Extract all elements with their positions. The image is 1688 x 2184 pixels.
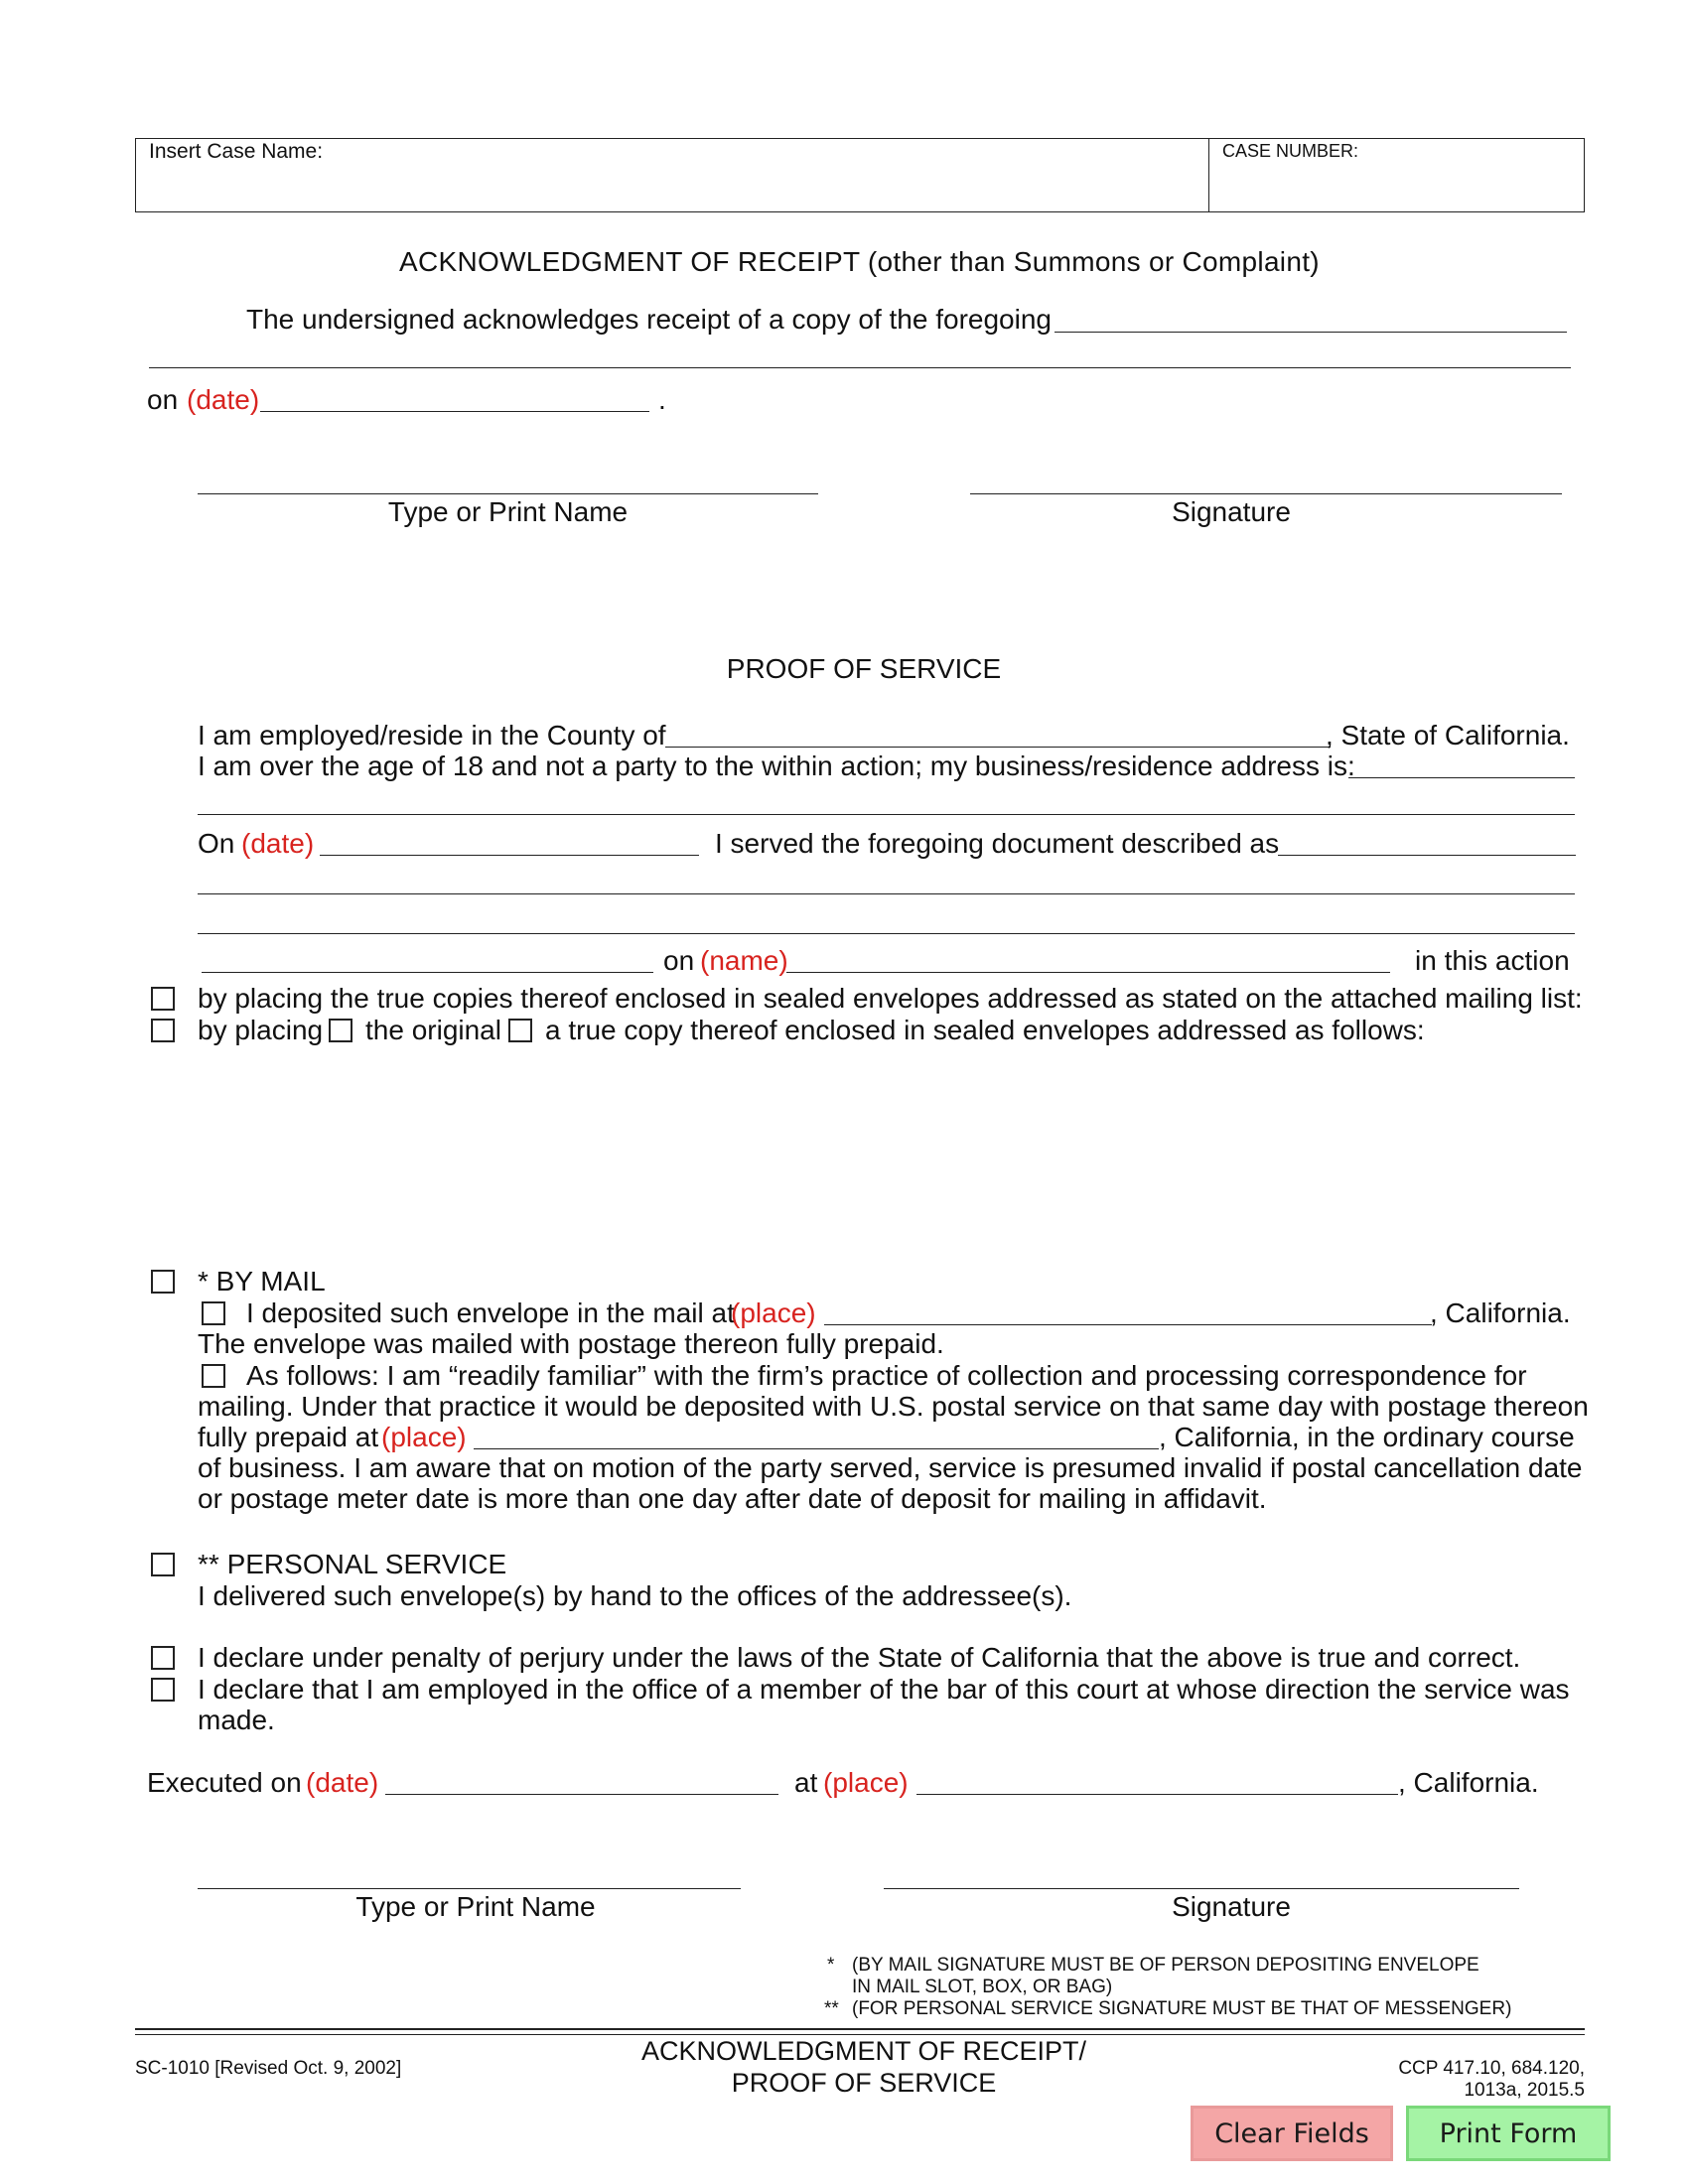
on-name-prefix: on <box>663 945 695 976</box>
prepaid-place-field[interactable] <box>474 1448 1159 1449</box>
fully-prepaid-text: fully prepaid at <box>198 1422 379 1452</box>
note-by-mail-line1: (BY MAIL SIGNATURE MUST BE OF PERSON DEPOSITING ENVELOPE <box>852 1955 1479 1976</box>
addresses-field[interactable] <box>198 1052 1575 1251</box>
note-personal-service: (FOR PERSONAL SERVICE SIGNATURE MUST BE THAT OF MESSENGER) <box>852 1998 1512 2019</box>
true-copy-checkbox[interactable] <box>508 1019 532 1042</box>
form-id: SC-1010 [Revised Oct. 9, 2002] <box>135 2058 402 2079</box>
perjury-checkbox[interactable] <box>151 1646 175 1670</box>
ordinary-course-text: , California, in the ordinary course <box>1159 1422 1575 1452</box>
as-follows-checkbox[interactable] <box>202 1364 225 1388</box>
bar-member-text: I declare that I am employed in the office of a member of the bar of this court at whose direction the service was <box>198 1674 1570 1705</box>
exec-print-name-label: Type or Print Name <box>355 1891 596 1922</box>
exec-signature-field[interactable] <box>884 1888 1519 1889</box>
exec-signature-label: Signature <box>1172 1891 1291 1922</box>
served-text: I served the foregoing document described as <box>715 828 1280 859</box>
ack-document-field[interactable] <box>1055 332 1567 333</box>
executed-date-label: (date) <box>306 1767 379 1798</box>
deposit-place-label: (place) <box>731 1297 816 1328</box>
deposited-checkbox[interactable] <box>202 1301 225 1325</box>
note-by-mail-line2: IN MAIL SLOT, BOX, OR BAG) <box>852 1977 1113 1997</box>
exec-print-name-field[interactable] <box>198 1888 741 1889</box>
served-name-label: (name) <box>700 945 788 976</box>
note-star-2: ** <box>824 1998 839 2019</box>
case-number-label: CASE NUMBER: <box>1222 141 1359 161</box>
served-date-field[interactable] <box>320 855 699 856</box>
ack-print-name-label: Type or Print Name <box>387 496 629 527</box>
deposit-place-field[interactable] <box>824 1324 1432 1325</box>
served-name-field[interactable] <box>786 972 1390 973</box>
print-form-button[interactable]: Print Form <box>1406 2106 1611 2161</box>
mailing-list-checkbox[interactable] <box>151 987 175 1011</box>
footer-title-line2: PROOF OF SERVICE <box>731 2068 997 2098</box>
served-date-label: (date) <box>241 828 315 859</box>
county-prefix: I am employed/reside in the County of <box>198 720 666 751</box>
business-text: of business. I am aware that on motion of the party served, service is presumed invalid if postal cancellation date <box>198 1452 1583 1483</box>
footer-rule-top <box>135 2028 1585 2030</box>
served-on-label: On <box>198 828 235 859</box>
as-follows-text: As follows: I am “readily familiar” with the firm’s practice of collection and processing correspondence for <box>246 1360 1527 1391</box>
bar-member-checkbox[interactable] <box>151 1678 175 1702</box>
proof-title: PROOF OF SERVICE <box>726 653 1002 684</box>
by-mail-checkbox[interactable] <box>151 1270 175 1294</box>
executed-date-field[interactable] <box>385 1794 778 1795</box>
ccp-line2: 1013a, 2015.5 <box>1464 2080 1585 2101</box>
original-text: the original <box>365 1015 501 1045</box>
ack-document-field-line2[interactable] <box>149 367 1571 368</box>
original-checkbox[interactable] <box>329 1019 352 1042</box>
county-field[interactable] <box>665 747 1331 748</box>
ack-signature-label: Signature <box>1172 496 1291 527</box>
perjury-text: I declare under penalty of perjury under the laws of the State of California that the above is true and correct. <box>198 1642 1521 1673</box>
deposit-california: , California. <box>1430 1297 1571 1328</box>
personal-service-heading: ** PERSONAL SERVICE <box>198 1549 507 1579</box>
executed-california: , California. <box>1398 1767 1539 1798</box>
county-suffix: , State of California. <box>1326 720 1570 751</box>
prepaid-place-label: (place) <box>381 1422 467 1452</box>
by-placing-checkbox[interactable] <box>151 1019 175 1042</box>
postage-meter-text: or postage meter date is more than one day after date of deposit for mailing in affidavit. <box>198 1483 1267 1514</box>
mailing-practice-text: mailing. Under that practice it would be deposited with U.S. postal service on that same day with postage thereon <box>198 1391 1589 1422</box>
ack-signature-field[interactable] <box>970 493 1562 494</box>
footer-title-line1: ACKNOWLEDGMENT OF RECEIPT/ <box>640 2036 1087 2066</box>
ack-date-field[interactable] <box>260 411 649 412</box>
ack-date-label: (date) <box>187 384 260 415</box>
personal-delivered-text: I delivered such envelope(s) by hand to the offices of the addressee(s). <box>198 1580 1072 1611</box>
prepaid-text: The envelope was mailed with postage thereon fully prepaid. <box>198 1328 944 1359</box>
document-described-line2[interactable] <box>198 893 1575 894</box>
in-this-action: in this action <box>1415 945 1570 976</box>
case-name-label: Insert Case Name: <box>149 140 324 163</box>
ack-title: ACKNOWLEDGMENT OF RECEIPT (other than Summons or Complaint) <box>399 246 1320 277</box>
true-copy-text: a true copy thereof enclosed in sealed envelopes addressed as follows: <box>545 1015 1425 1045</box>
age-line: I am over the age of 18 and not a party to the within action; my business/residence address is: <box>198 751 1355 781</box>
deposited-text: I deposited such envelope in the mail at <box>246 1297 735 1328</box>
address-field[interactable] <box>1348 777 1575 778</box>
executed-place-label: (place) <box>823 1767 909 1798</box>
executed-place-field[interactable] <box>916 1794 1398 1795</box>
address-field-line2[interactable] <box>198 814 1575 815</box>
ack-on-prefix: on <box>147 384 179 415</box>
executed-at-text: at <box>794 1767 818 1798</box>
executed-on-text: Executed on <box>147 1767 302 1798</box>
document-described-line3[interactable] <box>198 933 1575 934</box>
served-party-field[interactable] <box>202 972 653 973</box>
clear-fields-button[interactable]: Clear Fields <box>1191 2106 1393 2161</box>
document-described-field[interactable] <box>1278 855 1576 856</box>
by-mail-heading: * BY MAIL <box>198 1266 326 1297</box>
case-number-field[interactable] <box>1215 165 1578 206</box>
case-header-divider <box>1208 138 1209 212</box>
case-name-field[interactable] <box>141 167 1203 206</box>
ack-receipt-text: The undersigned acknowledges receipt of a copy of the foregoing <box>246 304 1052 335</box>
by-placing-text: by placing <box>198 1015 324 1045</box>
mailing-list-text: by placing the true copies thereof enclosed in sealed envelopes addressed as stated on the attached mailing list: <box>198 983 1583 1014</box>
personal-service-checkbox[interactable] <box>151 1553 175 1576</box>
bar-member-text-line2: made. <box>198 1705 275 1735</box>
ack-period: . <box>658 384 666 415</box>
ccp-line1: CCP 417.10, 684.120, <box>1398 2058 1585 2079</box>
ack-print-name-field[interactable] <box>198 493 818 494</box>
note-star-1: * <box>827 1955 835 1976</box>
